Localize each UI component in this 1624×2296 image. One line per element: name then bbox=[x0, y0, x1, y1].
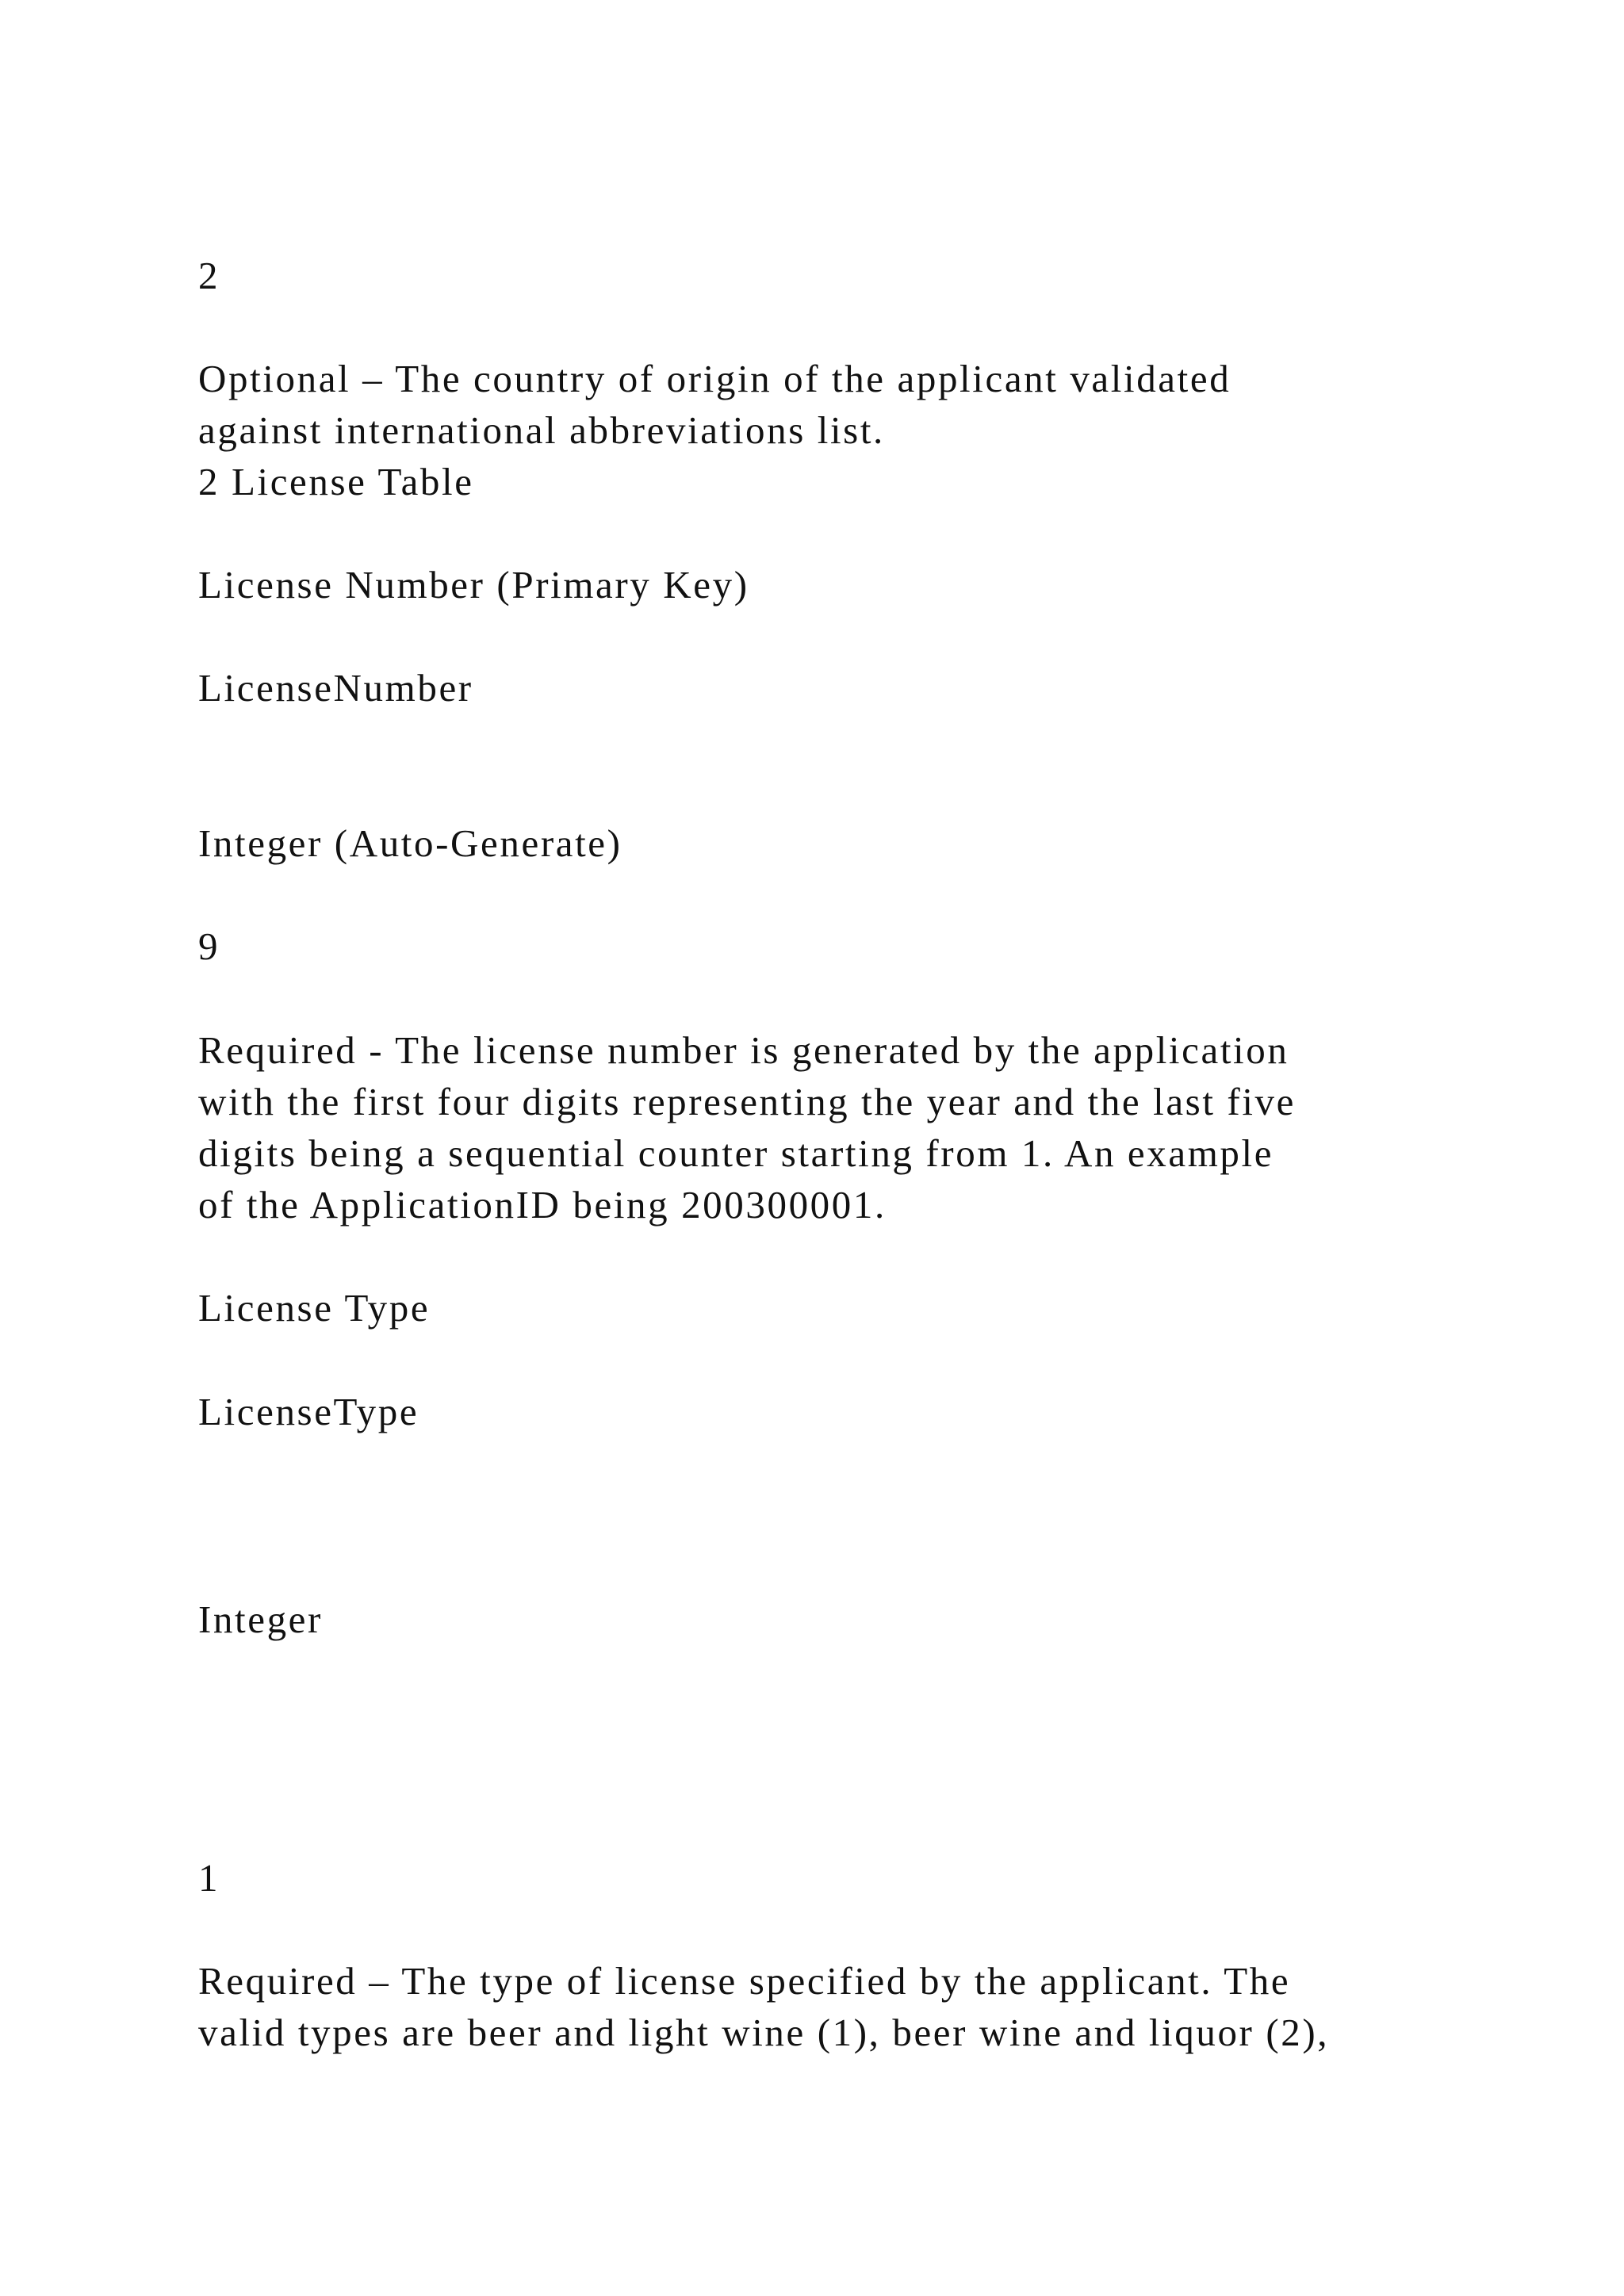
field-type: Integer bbox=[198, 1598, 323, 1641]
field-label: License Number (Primary Key) bbox=[198, 563, 749, 607]
description-line: of the ApplicationID being 200300001. bbox=[198, 1183, 887, 1226]
description-line: valid types are beer and light wine (1), beer wine and liquor (2), bbox=[198, 2011, 1330, 2054]
description-line: Required - The license number is generated by the application bbox=[198, 1028, 1289, 1072]
field-name: LicenseType bbox=[198, 1390, 419, 1433]
description-line: against international abbreviations list. bbox=[198, 408, 885, 452]
section-heading: 2 License Table bbox=[198, 460, 474, 503]
description-line: digits being a sequential counter starting from 1. An example bbox=[198, 1131, 1274, 1175]
description-line: with the first four digits representing the year and the last five bbox=[198, 1080, 1296, 1123]
field-length-value: 1 bbox=[198, 1856, 220, 1900]
field-label: License Type bbox=[198, 1286, 431, 1330]
field-type: Integer (Auto-Generate) bbox=[198, 821, 622, 865]
description-line: Optional – The country of origin of the applicant validated bbox=[198, 357, 1231, 400]
description-line: Required – The type of license specified by the applicant. The bbox=[198, 1959, 1291, 2003]
field-length-value: 2 bbox=[198, 254, 220, 297]
field-name: LicenseNumber bbox=[198, 666, 473, 710]
field-length-value: 9 bbox=[198, 924, 220, 968]
